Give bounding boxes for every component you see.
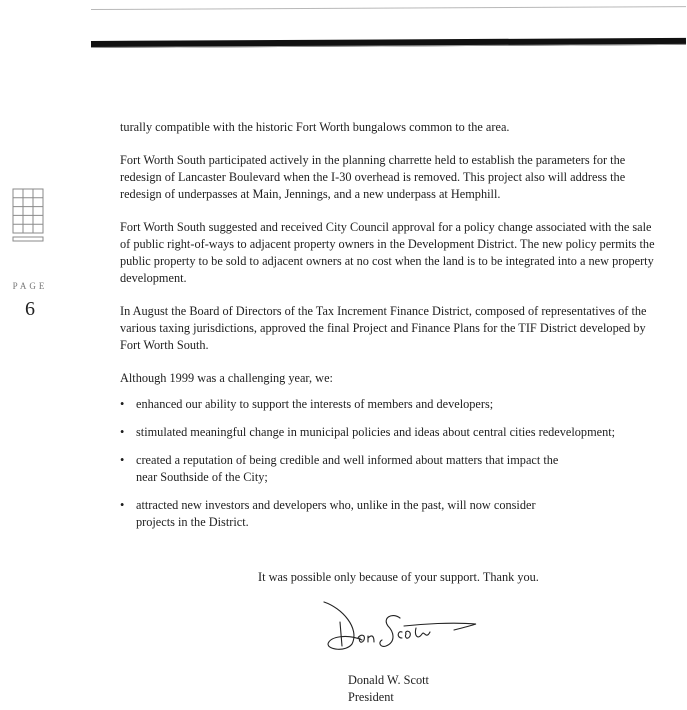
letter-body	[120, 119, 660, 542]
page-label: PAGE	[12, 281, 48, 291]
bullet-icon: •	[120, 425, 125, 439]
building-grid-icon	[12, 188, 44, 242]
closing-line: It was possible only because of your support. Thank you.	[258, 570, 539, 584]
signature-image	[322, 600, 482, 660]
paragraph: turally compatible with the historic Fort Worth bungalows common to the area.	[120, 120, 510, 134]
list-item-text: created a reputation of being credible and well informed about matters that impact the near Southside of the City;	[136, 453, 559, 484]
list-item-text: stimulated meaningful change in municipal policies and ideas about central cities redevelopment;	[136, 425, 616, 439]
header-thick-rule	[91, 38, 686, 48]
paragraph: Fort Worth South participated actively in the planning charrette held to establish the parameters for the redesign of Lancaster Boulevard when the I-30 overhead is removed. This project also will address the redesign of underpasses at Main, Jennings, and a new underpass at Hemphill.	[120, 153, 626, 201]
list-item	[120, 424, 676, 441]
bullet-icon: •	[120, 498, 125, 512]
list-item-text: attracted new investors and developers who, unlike in the past, will now consider projects in the District.	[136, 498, 536, 529]
header-thin-rule	[91, 6, 686, 10]
bullet-icon: •	[120, 397, 125, 411]
page-number: 6	[25, 298, 35, 320]
paragraph: In August the Board of Directors of the Tax Increment Finance District, composed of representatives of the various taxing jurisdictions, approved the final Project and Finance Plans for the TIF District developed by Fort Worth South.	[120, 304, 647, 352]
list-item-text: enhanced our ability to support the interests of members and developers;	[136, 397, 494, 411]
list-item	[120, 396, 676, 413]
list-item	[120, 452, 576, 486]
paragraph: Fort Worth South suggested and received City Council approval for a policy change associated with the sale of public right-of-ways to adjacent property owners in the Development District. The new policy permits the public property to be sold to adjacent owners at no cost when the land is to be integrated into a new property development.	[120, 220, 655, 285]
signatory-title: President	[348, 690, 394, 704]
signatory-block	[348, 672, 429, 706]
paragraph: Although 1999 was a challenging year, we:	[120, 371, 333, 385]
list-item	[120, 497, 576, 531]
signatory-name: Donald W. Scott	[348, 673, 429, 687]
accomplishments-list	[120, 396, 660, 531]
bullet-icon: •	[120, 453, 125, 467]
